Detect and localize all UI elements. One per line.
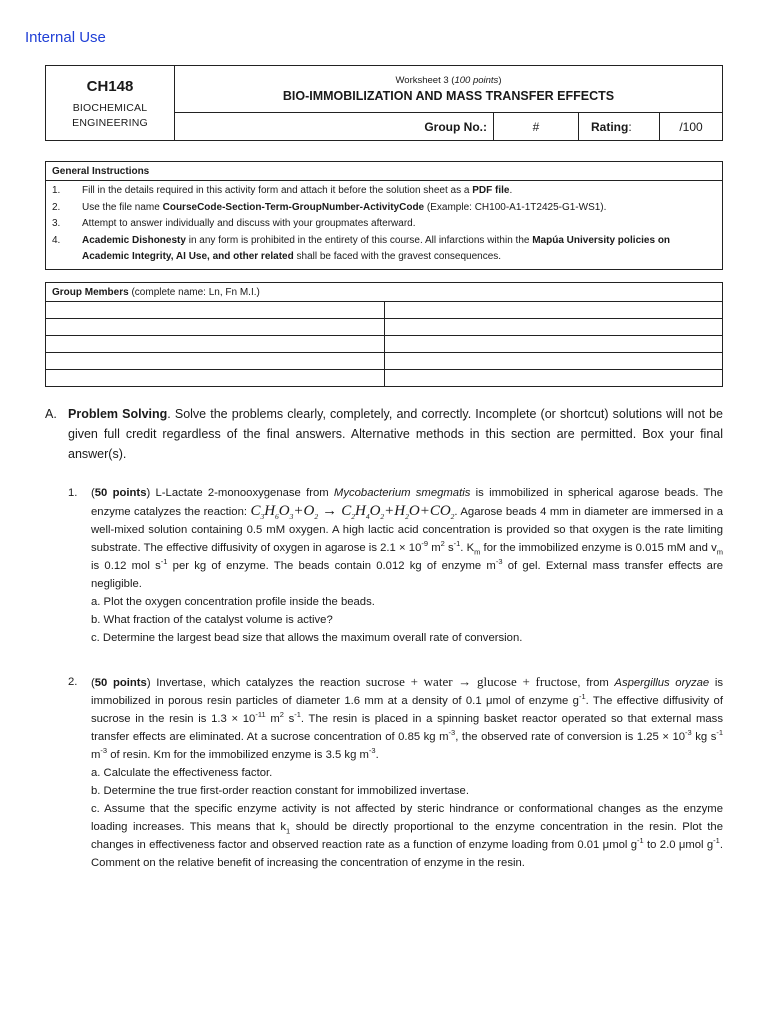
- course-name: BIOCHEMICAL ENGINEERING: [72, 101, 148, 129]
- worksheet-header: [45, 65, 723, 141]
- member-name-field[interactable]: [46, 336, 385, 353]
- group-no-label: Group No.:: [175, 113, 494, 141]
- instruction-item: 2. Use the file name CourseCode-Section-Term-GroupNumber-ActivityCode (Example: CH100-A1-1T2425-G1-WS1).: [52, 201, 607, 213]
- group-members-table: [45, 282, 723, 387]
- group-members-heading: Group Members (complete name: Ln, Fn M.I.): [46, 283, 723, 302]
- worksheet-label: Worksheet 3 (100 points): [395, 75, 502, 86]
- worksheet-title: BIO-IMMOBILIZATION AND MASS TRANSFER EFFECTS: [282, 89, 615, 103]
- problem-1: 1. (50 points) L-Lactate 2-monooxygenase from Mycobacterium smegmatis is immobilized in spherical agarose beads. The enzyme catalyzes the reaction: $C_3H_6O_3+O_2 \to C_2H_4O_2+H_2O+CO_2$. Agarose beads 4 mm in diameter are immersed in a well-mixed solution containing 0.5 mM oxygen. A high lactic acid concentration is provided so that oxygen is the rate limiting substrate. The effective diffusivity of oxygen in agarose is $2.1 \times 10^{-9}$ $m^2$ $s^{-1}$. $K_m$ for the immobilized enzyme is 0.015 mM and $v_m$ is 0.12 mol $s^{-1}$ per kg of enzyme. The beads contain 0.012 kg of enzyme $m^{-3}$ of gel. External mass transfer effects are negligible. a. Plot the oxygen concentration profile inside the beads. b. What fraction of the catalyst volume is active? c. Determine the largest bead size that allows the maximum overall rate of conversion.: [68, 484, 723, 647]
- member-name-field[interactable]: [385, 319, 723, 336]
- section-letter: A.: [45, 407, 57, 421]
- problem-2-part-b: b. Determine the true first-order reaction constant for immobilized invertase.: [91, 785, 469, 797]
- reaction-equation: $C_3H_6O_3+O_2 \to C_2H_4O_2+H_2O+CO_2$: [250, 503, 455, 521]
- member-name-field[interactable]: [46, 370, 385, 387]
- course-cell: [46, 66, 175, 141]
- rating-field[interactable]: /100: [660, 113, 723, 141]
- section-a: [45, 404, 723, 464]
- member-name-field[interactable]: [385, 302, 723, 319]
- problem-2-part-c: c. Assume that the specific enzyme activity is not affected by steric hindrance or conformational changes as the enzyme loading increases. This means that $k_1$ should be directly proportional to the enzyme concentration in the resin. Plot the changes in effectiveness factor and observed reaction rate as a function of enzyme loading from 0.01 μmol $g^{-1}$ to 2.0 μmol $g^{-1}$. Comment on the relative benefit of increasing the concentration of enzyme in the resin.: [91, 803, 723, 869]
- invertase-reaction: sucrose + water → glucose + fructose: [365, 674, 578, 689]
- instructions-heading: General Instructions: [46, 162, 723, 181]
- problem-2-text: (50 points) Invertase, which catalyzes the reaction sucrose + water → glucose + fructose, from Aspergillus oryzae is immobilized in porous resin particles of diameter 1.6 mm at a density of 0.1 μmol of enzyme $g^{-1}$. The effective diffusivity of sucrose in the resin is $1.3 \times 10^{-11}$ $m^2$ $s^{-1}$. The resin is placed in a spinning basket reactor operated so that external mass transfer effects are eliminated. At a sucrose concentration of 0.85 kg $m^{-3}$, the observed rate of conversion is $1.25 \times 10^{-3}$ kg $s^{-1}$ $m^{-3}$ of resin. Km for the immobilized enzyme is 3.5 kg $m^{-3}$. a. Calculate the effectiveness factor. b. Determine the true first-order reaction constant for immobilized invertase. c. Assume that the specific enzyme activity is not affected by steric hindrance or conformational changes as the enzyme loading increases. This means that $k_1$ should be directly proportional to the enzyme concentration in the resin. Plot the changes in effectiveness factor and observed reaction rate as a function of enzyme loading from 0.01 μmol $g^{-1}$ to 2.0 μmol $g^{-1}$. Comment on the relative benefit of increasing the concentration of enzyme in the resin.: [91, 674, 724, 869]
- member-name-field[interactable]: [46, 353, 385, 370]
- problem-1-part-a: a. Plot the oxygen concentration profile inside the beads.: [91, 596, 375, 608]
- member-name-field[interactable]: [385, 370, 723, 387]
- rating-label: Rating:: [579, 113, 660, 141]
- instruction-item: 1. Fill in the details required in this activity form and attach it before the solution sheet as a PDF file.: [52, 185, 513, 196]
- problem-1-part-b: b. What fraction of the catalyst volume is active?: [91, 614, 333, 626]
- member-name-field[interactable]: [385, 353, 723, 370]
- problem-1-text: (50 points) L-Lactate 2-monooxygenase from Mycobacterium smegmatis is immobilized in spherical agarose beads. The enzyme catalyzes the reaction: $C_3H_6O_3+O_2 \to C_2H_4O_2+H_2O+CO_2$. Agarose beads 4 mm in diameter are immersed in a well-mixed solution containing 0.5 mM oxygen. A high lactic acid concentration is provided so that oxygen is the rate limiting substrate. The effective diffusivity of oxygen in agarose is $2.1 \times 10^{-9}$ $m^2$ $s^{-1}$. $K_m$ for the immobilized enzyme is 0.015 mM and $v_m$ is 0.12 mol $s^{-1}$ per kg of enzyme. The beads contain 0.012 kg of enzyme $m^{-3}$ of gel. External mass transfer effects are negligible. a. Plot the oxygen concentration profile inside the beads. b. What fraction of the catalyst volume is active? c. Determine the largest bead size that allows the maximum overall rate of conversion.: [91, 487, 723, 644]
- title-cell: [175, 66, 723, 113]
- member-name-field[interactable]: [46, 319, 385, 336]
- problem-1-part-c: c. Determine the largest bead size that allows the maximum overall rate of conversion.: [91, 632, 523, 644]
- member-name-field[interactable]: [385, 336, 723, 353]
- instruction-item: 3. Attempt to answer individually and discuss with your groupmates afterward.: [52, 218, 416, 229]
- problem-2-part-a: a. Calculate the effectiveness factor.: [91, 767, 273, 779]
- section-a-text: Problem Solving. Solve the problems clearly, completely, and correctly. Incomplete (or shortcut) solutions will not be given full credit regardless of the final answers. Alternative methods in this section are permitted. Box your final answer(s).: [68, 407, 723, 461]
- group-no-field[interactable]: #: [494, 113, 579, 141]
- problem-2: 2. (50 points) Invertase, which catalyzes the reaction sucrose + water → glucose + fructose, from Aspergillus oryzae is immobilized in porous resin particles of diameter 1.6 mm at a density of 0.1 μmol of enzyme $g^{-1}$. The effective diffusivity of sucrose in the resin is $1.3 \times 10^{-11}$ $m^2$ $s^{-1}$. The resin is placed in a spinning basket reactor operated so that external mass transfer effects are eliminated. At a sucrose concentration of 0.85 kg $m^{-3}$, the observed rate of conversion is $1.25 \times 10^{-3}$ kg $s^{-1}$ $m^{-3}$ of resin. Km for the immobilized enzyme is 3.5 kg $m^{-3}$. a. Calculate the effectiveness factor. b. Determine the true first-order reaction constant for immobilized invertase. c. Assume that the specific enzyme activity is not affected by steric hindrance or conformational changes as the enzyme loading increases. This means that $k_1$ should be directly proportional to the enzyme concentration in the resin. Plot the changes in effectiveness factor and observed reaction rate as a function of enzyme loading from 0.01 μmol $g^{-1}$ to 2.0 μmol $g^{-1}$. Comment on the relative benefit of increasing the concentration of enzyme in the resin.: [68, 673, 723, 872]
- general-instructions: [45, 161, 723, 270]
- member-name-field[interactable]: [46, 302, 385, 319]
- instruction-item: 4. Academic Dishonesty in any form is prohibited in the entirety of this course. All infarctions within the Mapúa University policies on Academic Integrity, AI Use, and other related shall be faced with the gravest consequences.: [52, 234, 671, 262]
- course-code: CH148: [86, 77, 134, 95]
- internal-use-label: Internal Use: [25, 29, 106, 46]
